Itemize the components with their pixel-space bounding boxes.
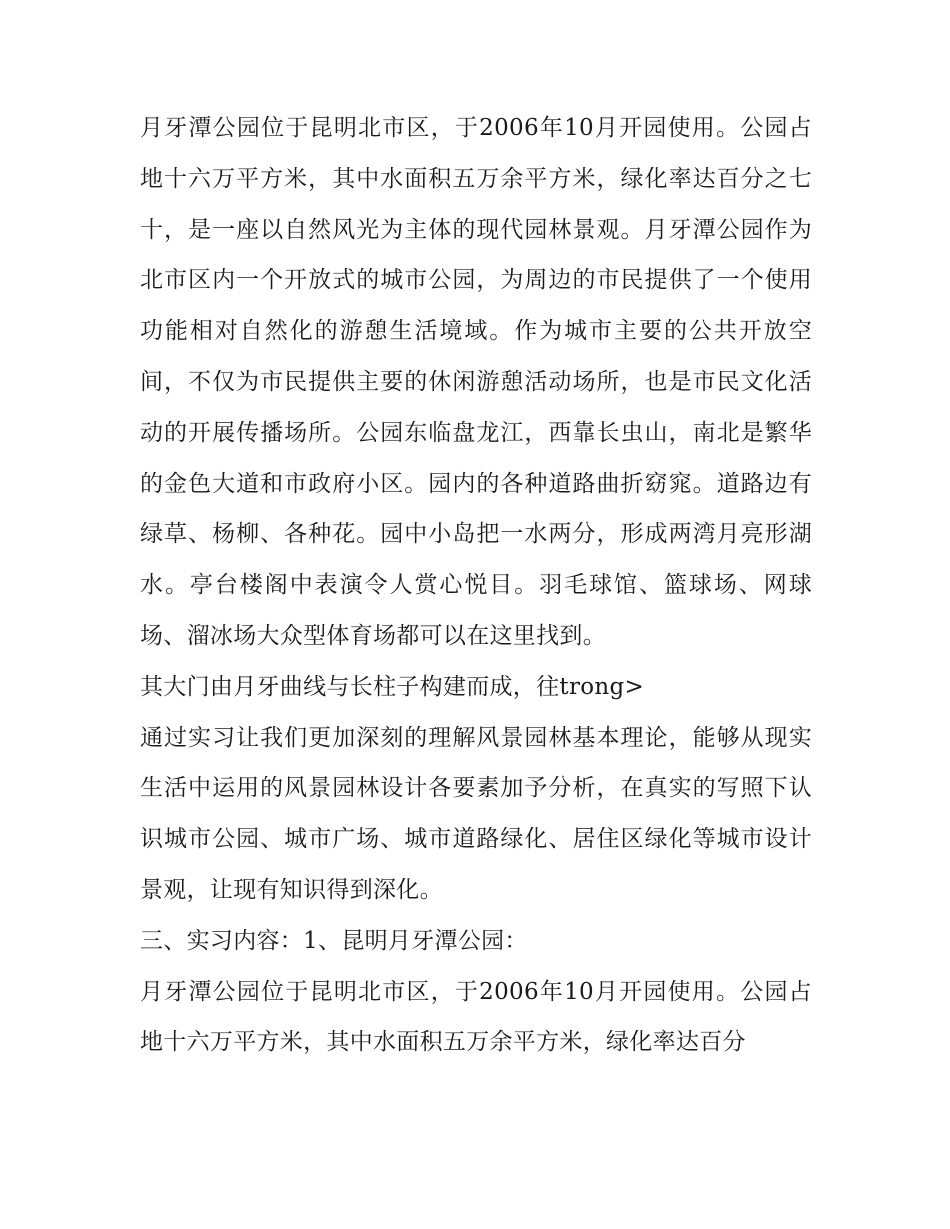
paragraph-gate: 其大门由月牙曲线与长柱子构建而成，往trong> (140, 673, 645, 700)
paragraph-park-intro: 月牙潭公园位于昆明北市区，于2006年10月开园使用。公园占地十六万平方米，其中水面积五万余平方米，绿化率达百分之七十，是一座以自然风光为主体的现代园林景观。月牙潭公园作为北市区内一个开放式的城市公园，为周边的市民提供了一个使用功能相对自然化的游憩生活境域。作为城市主要的公共开放空间，不仅为市民提供主要的休闲游憩活动场所，也是市民文化活动的开展传播场所。公园东临盘龙江，西靠长虫山，南北是繁华的金色大道和市政府小区。园内的各种道路曲折窈窕。道路边有绿草、杨柳、各种花。园中小岛把一水两分，形成两湾月亮形湖水。亭台楼阁中表演令人赏心悦目。羽毛球馆、篮球场、网球场、溜冰场大众型体育场都可以在这里找到。 (140, 115, 812, 649)
document-page (140, 103, 812, 1068)
section-heading-content: 三、实习内容：1、昆明月牙潭公园： (140, 927, 528, 954)
paragraph-internship-purpose: 通过实习让我们更加深刻的理解风景园林基本理论，能够从现实生活中运用的风景园林设计各要素加予分析，在真实的写照下认识城市公园、城市广场、城市道路绿化、居住区绿化等城市设计景观，让现有知识得到深化。 (140, 724, 812, 903)
paragraph-park-intro-repeat: 月牙潭公园位于昆明北市区，于2006年10月开园使用。公园占地十六万平方米，其中水面积五万余平方米，绿化率达百分 (140, 978, 812, 1056)
